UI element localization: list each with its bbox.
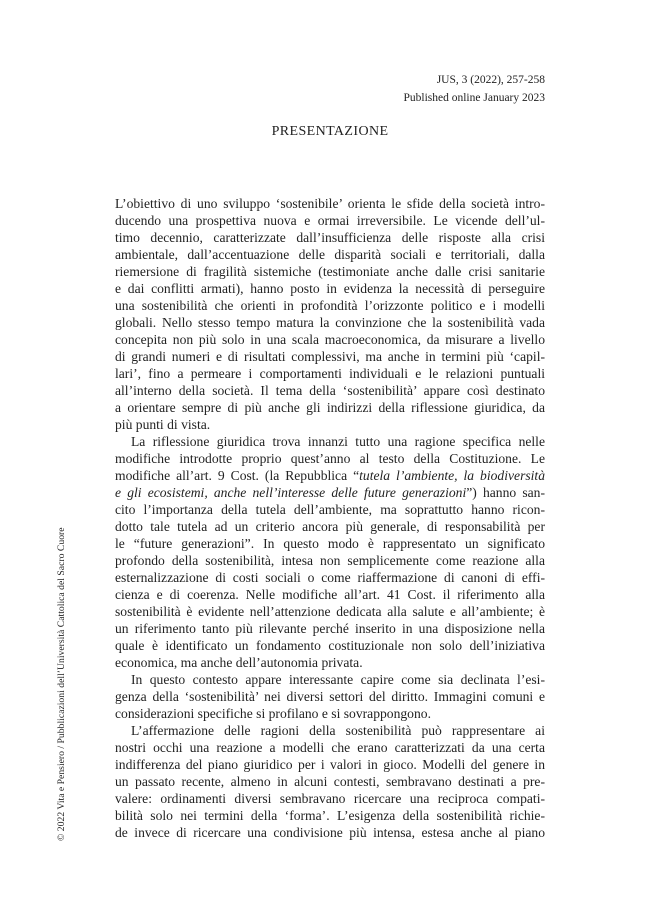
text-line: le “future generazioni”. In questo modo è rappresentato un significato	[115, 536, 545, 551]
text-line: all’interno della società. Il tema della ‘sostenibilità’ appare così destinato	[115, 383, 545, 398]
text-line: e dai conflitti armati), hanno posto in evidenza la necessità di perseguire	[115, 281, 545, 296]
journal-citation: JUS, 3 (2022), 257-258	[436, 74, 545, 86]
paragraph	[115, 671, 545, 722]
text-line: più punti di vista.	[115, 417, 211, 432]
text-line: L’affermazione delle ragioni della sostenibilità può rappresentare ai	[131, 723, 545, 738]
text-line: valere: ordinamenti diversi sembravano ricercare una reciproca compati-	[115, 791, 545, 806]
text-line: ducendo una prospettiva nuova e ormai irreversibile. Le vicende dell’ul-	[115, 213, 545, 228]
text-line: In questo contesto appare interessante capire come sia declinata l’esi-	[131, 672, 545, 687]
copyright-notice: © 2022 Vita e Pensiero / Pubblicazioni dell’Università Cattolica del Sacro Cuore	[56, 527, 67, 841]
text-segment: ”) hanno san-	[466, 485, 545, 500]
text-segment: modifiche all’art. 9 Cost. (la Repubblica “	[115, 468, 360, 483]
text-line: indifferenza del piano giuridico per i valori in gioco. Modelli del genere in	[115, 757, 545, 772]
text-line: profondo della sostenibilità, intesa non semplicemente come reazione alla	[115, 553, 545, 568]
text-line: globali. Nello stesso tempo matura la convinzione che la sostenibilità vada	[115, 315, 545, 330]
text-line: di grandi numeri e di risultati complessivi, ma anche in termini più ‘capil-	[115, 349, 545, 364]
body-text	[115, 195, 545, 841]
text-line: cienza e di coerenza. Nelle modifiche all’art. 41 Cost. il riferimento alla	[115, 587, 545, 602]
text-line: timo decennio, caratterizzate dall’insufficienza delle risposte alla crisi	[115, 230, 545, 245]
text-line: un riferimento tanto più rilevante perché inserito in una disposizione nella	[115, 621, 545, 636]
text-line: La riflessione giuridica trova innanzi tutto una ragione specifica nelle	[131, 434, 545, 449]
italic-text: tutela l’ambiente, la biodiversità	[359, 468, 546, 483]
italic-text: e gli ecosistemi, anche nell’interesse delle future generazioni	[115, 485, 467, 500]
text-line: genza della ‘sostenibilità’ nei diversi settori del diritto. Immagini comuni e	[115, 689, 545, 704]
text-line: de invece di ricercare una condivisione più intensa, estesa anche al piano	[115, 825, 545, 840]
text-line: quale è identificato un fondamento costituzionale non solo dell’iniziativa	[115, 638, 545, 653]
text-line: concepita non più solo in una scala macroeconomica, da misurare a livello	[115, 332, 545, 347]
publication-date: Published online January 2023	[403, 92, 545, 104]
text-line: dotto tale tutela ad un criterio ancora più generale, di responsabilità per	[115, 519, 545, 534]
running-header	[404, 71, 546, 107]
text-line: modifiche introdotte proprio quest’anno al testo della Costituzione. Le	[115, 451, 545, 466]
paragraph	[115, 433, 545, 671]
text-line: sostenibilità è evidente nell’attenzione dedicata alla salute e all’ambiente; è	[115, 604, 545, 619]
paragraph	[115, 195, 545, 433]
text-line: una sostenibilità che orienti in profondità l’orizzonte politico e i modelli	[115, 298, 545, 313]
text-line: un passato recente, almeno in alcuni contesti, sembravano destinati a pre-	[115, 774, 545, 789]
text-line: considerazioni specifiche si profilano e si sovrappongono.	[115, 706, 431, 721]
paragraph	[115, 722, 545, 841]
text-line	[115, 484, 545, 501]
text-line: riemersione di fragilità sistemiche (testimoniate anche dalle crisi sanitarie	[115, 264, 545, 279]
text-line: lari’, fino a permeare i comportamenti individuali e le relazioni puntuali	[115, 366, 545, 381]
text-line: bilità solo nei termini della ‘forma’. L’esigenza della sostenibilità richie-	[115, 808, 545, 823]
text-line: a orientare sempre di più anche gli indirizzi della riflessione giuridica, da	[115, 400, 545, 415]
text-line: ambientale, dall’accentuazione delle disparità sociali e territoriali, dalla	[115, 247, 545, 262]
text-line: esternalizzazione di costi sociali o come riaffermazione di canoni di effi-	[115, 570, 545, 585]
article-title: PRESENTAZIONE	[271, 124, 389, 139]
text-line: nostri occhi una reazione a modelli che erano caratterizzati da una certa	[115, 740, 545, 755]
text-line: economica, ma anche dell’autonomia privata.	[115, 655, 363, 670]
text-line: cito l’importanza della tutela dell’ambiente, ma soprattutto hanno ricon-	[115, 502, 545, 517]
text-line	[115, 467, 545, 484]
text-line: L’obiettivo di uno sviluppo ‘sostenibile’ orienta le sfide della società intro-	[115, 196, 545, 211]
